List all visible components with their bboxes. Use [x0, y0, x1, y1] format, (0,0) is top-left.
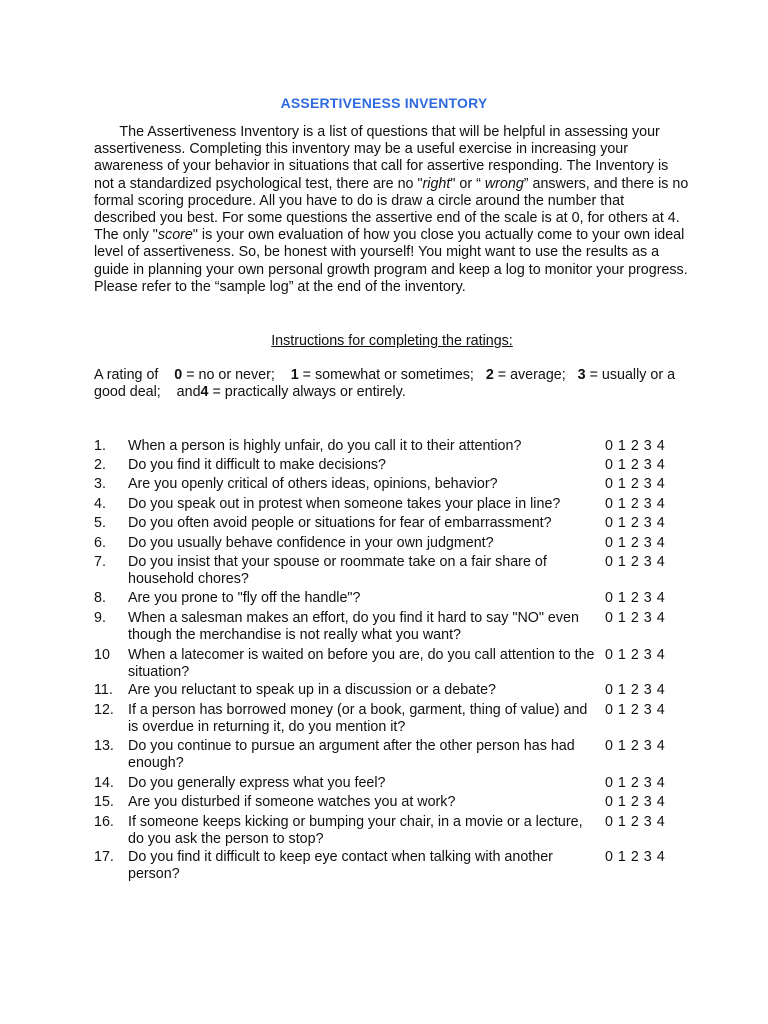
- question-text: Are you reluctant to speak up in a discussion or a debate?: [128, 682, 496, 698]
- rating-4: 4: [200, 384, 209, 401]
- intro-text-1: The Assertiveness Inventory is a list of questions that will be helpful in assessing your assertiveness. Completing this inventory may be a useful exercise in increasing your awareness of your behavior in situations that call for assertive responding. The Inventory is not a standardized psychological test, there are no ": [94, 124, 669, 192]
- question-text: Do you speak out in protest when someone takes your place in line?: [128, 496, 561, 512]
- question-number: 11.: [94, 682, 113, 698]
- question-text: Do you find it difficult to keep eye contact when talking with another person?: [128, 849, 553, 882]
- rating-scale: 0 1 2 3 4: [605, 794, 666, 810]
- rating-scale: 0 1 2 3 4: [605, 590, 666, 606]
- question-number: 15.: [94, 794, 114, 810]
- question-number: 3.: [94, 476, 106, 492]
- rating-scale: 0 1 2 3 4: [605, 554, 666, 570]
- rating-scale: 0 1 2 3 4: [605, 814, 666, 830]
- question-text: If a person has borrowed money (or a book, garment, thing of value) and is overdue in returning it, do you mention it?: [128, 702, 588, 735]
- question-text: Do you often avoid people or situations for fear of embarrassment?: [128, 515, 552, 531]
- rating-scale: 0 1 2 3 4: [605, 647, 666, 663]
- question-number: 6.: [94, 535, 106, 551]
- intro-paragraph: [94, 124, 690, 296]
- rating-scale: 0 1 2 3 4: [605, 496, 666, 512]
- page-title: ASSERTIVENESS INVENTORY: [280, 95, 488, 111]
- rating-scale: 0 1 2 3 4: [605, 515, 666, 531]
- question-number: 2.: [94, 457, 106, 473]
- question-text: Are you openly critical of others ideas, opinions, behavior?: [128, 476, 498, 492]
- question-text: Are you disturbed if someone watches you at work?: [128, 794, 456, 810]
- intro-text-2: " or “: [450, 175, 485, 192]
- intro-text-4: " is your own evaluation of how you close you actually come to your own ideal level of assertiveness. So, be honest with yourself! You might want to use the results as a guide in planning your own personal growth program and keep a log to monitor your progress. Please refer to the “sample log” at the end of the inventory.: [94, 227, 688, 295]
- question-number: 7.: [94, 554, 106, 570]
- instructions-heading: Instructions for completing the ratings:: [271, 333, 513, 349]
- rating-1-text: = somewhat or sometimes;: [302, 367, 474, 383]
- question-number: 9.: [94, 610, 106, 626]
- question-number: 1.: [94, 438, 106, 454]
- rating-scale: 0 1 2 3 4: [605, 610, 666, 626]
- rating-scale: 0 1 2 3 4: [605, 457, 666, 473]
- rating-scale: 0 1 2 3 4: [605, 738, 666, 754]
- intro-score: score: [157, 227, 193, 244]
- rating-3-text: = usually or a good deal;: [94, 367, 676, 401]
- question-number: 4.: [94, 496, 106, 512]
- rating-0: 0: [174, 367, 183, 383]
- ratings-and: and: [176, 384, 201, 401]
- question-text: Do you usually behave confidence in your own judgment?: [128, 535, 494, 551]
- question-number: 13.: [94, 738, 114, 754]
- question-text: Do you find it difficult to make decisions?: [128, 457, 387, 473]
- question-text: Do you insist that your spouse or roommate take on a fair share of household chores?: [128, 554, 547, 587]
- intro-right: right: [422, 175, 451, 192]
- rating-3: 3: [577, 367, 586, 383]
- question-text: When a person is highly unfair, do you call it to their attention?: [128, 438, 522, 454]
- rating-scale: 0 1 2 3 4: [605, 849, 666, 865]
- question-number: 12.: [94, 702, 114, 718]
- rating-scale: 0 1 2 3 4: [605, 702, 666, 718]
- rating-1: 1: [290, 367, 299, 383]
- question-number: 10: [94, 647, 110, 663]
- question-text: When a salesman makes an effort, do you find it hard to say "NO" even though the merchandise is not really what you want?: [128, 610, 579, 643]
- rating-scale: 0 1 2 3 4: [605, 438, 666, 454]
- ratings-prefix: A rating of: [94, 367, 159, 383]
- intro-text-3: ” answers, and there is no formal scoring procedure. All you have to do is draw a circle around the number that described you best. For some questions the assertive end of the scale is at 0, for others at 4. The only ": [94, 175, 689, 244]
- rating-4-text: = practically always or entirely.: [212, 384, 406, 401]
- ratings-legend: [94, 367, 690, 402]
- question-number: 14.: [94, 775, 114, 791]
- rating-scale: 0 1 2 3 4: [605, 476, 666, 492]
- intro-wrong: wrong: [484, 175, 524, 192]
- rating-0-text: = no or never;: [186, 367, 275, 383]
- question-number: 8.: [94, 590, 106, 606]
- rating-scale: 0 1 2 3 4: [605, 535, 666, 551]
- rating-2: 2: [485, 367, 494, 383]
- question-text: If someone keeps kicking or bumping your chair, in a movie or a lecture, do you ask the person to stop?: [128, 814, 583, 847]
- question-number: 17.: [94, 849, 114, 865]
- question-text: Do you continue to pursue an argument after the other person has had enough?: [128, 738, 575, 771]
- question-text: Do you generally express what you feel?: [128, 775, 386, 791]
- question-text: When a latecomer is waited on before you are, do you call attention to the situation?: [128, 647, 595, 680]
- rating-2-text: = average;: [497, 367, 566, 383]
- question-number: 16.: [94, 814, 114, 830]
- rating-scale: 0 1 2 3 4: [605, 775, 666, 791]
- question-number: 5.: [94, 515, 106, 531]
- rating-scale: 0 1 2 3 4: [605, 682, 666, 698]
- question-text: Are you prone to "fly off the handle"?: [128, 590, 361, 606]
